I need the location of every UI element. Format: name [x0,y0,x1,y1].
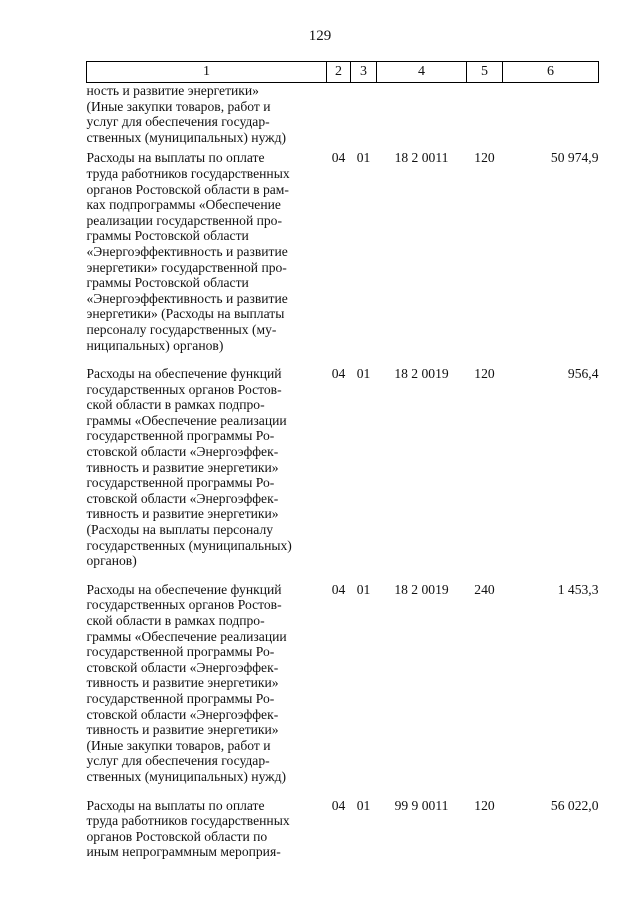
table-row [87,793,599,868]
row-section: 04 [331,366,346,382]
row-section [327,83,351,146]
header-col-3: 3 [351,62,377,83]
budget-table [86,61,599,868]
row-target-article: 18 2 0019 [394,366,449,382]
table-row [87,361,599,577]
header-col-4: 4 [377,62,467,83]
row-expense-type: 120 [474,366,495,382]
header-col-5: 5 [467,62,503,83]
row-description: Расходы на обеспечение функций государственных органов Ростов- ской области в рамках подпро- граммы «Обеспечение реализации государственной программы Ро- стовской области «Энергоэффек- тивность и развитие энергетики» государственной программы Ро- стовской области «Энергоэффек- тивность и развитие энергетики» (Иные закупки товаров, работ и услуг для обеспечения государ- ственных (муниципальных) нужд) [86,581,287,784]
row-amount: 56 022,0 [550,797,599,813]
row-subsection: 01 [356,581,371,597]
row-subsection [351,83,377,146]
row-amount: 50 974,9 [550,150,599,166]
row-section: 04 [331,581,346,597]
row-subsection: 01 [356,797,371,813]
table-row [87,83,599,146]
table-header-row [87,62,599,83]
header-col-6: 6 [503,62,599,83]
row-amount: 1 453,3 [557,581,599,597]
table-row [87,577,599,793]
row-description: Расходы на обеспечение функций государственных органов Ростов- ской области в рамках подпро- граммы «Обеспечение реализации государственной программы Ро- стовской области «Энергоэффек- тивность и развитие энергетики» государственной программы Ро- стовской области «Энергоэффек- тивность и развитие энергетики» (Расходы на выплаты персоналу государственных (муниципальных) органов) [86,366,292,569]
row-target-article: 18 2 0019 [394,581,449,597]
row-expense-type [467,83,503,146]
row-section: 04 [331,797,346,813]
row-amount: 956,4 [567,366,599,382]
row-description: Расходы на выплаты по оплате труда работников государственных органов Ростовской области в рам- ках подпрограммы «Обеспечение реализации государственной про- граммы Ростовской области «Энергоэффективность и развитие энергетики» государственной про- граммы Ростовской области «Энергоэффективность и развитие энергетики» (Расходы на выплаты персоналу государственных (му- ниципальных) органов) [86,150,290,353]
page-number: 129 [308,28,332,44]
row-amount [503,83,599,146]
row-section: 04 [331,150,346,166]
table-row [87,145,599,361]
row-expense-type: 240 [474,581,495,597]
row-target-article [377,83,467,146]
row-expense-type: 120 [474,797,495,813]
row-target-article: 99 9 0011 [394,797,449,813]
row-target-article: 18 2 0011 [394,150,449,166]
header-col-1: 1 [87,62,327,83]
row-description: Расходы на выплаты по оплате труда работников государственных органов Ростовской области по иным непрограммным мероприя- [86,797,290,860]
row-subsection: 01 [356,150,371,166]
row-description: ность и развитие энергетики» (Иные закупки товаров, работ и услуг для обеспечения государ- ственных (муниципальных) нужд) [86,83,287,145]
header-col-2: 2 [327,62,351,83]
row-expense-type: 120 [474,150,495,166]
row-subsection: 01 [356,366,371,382]
